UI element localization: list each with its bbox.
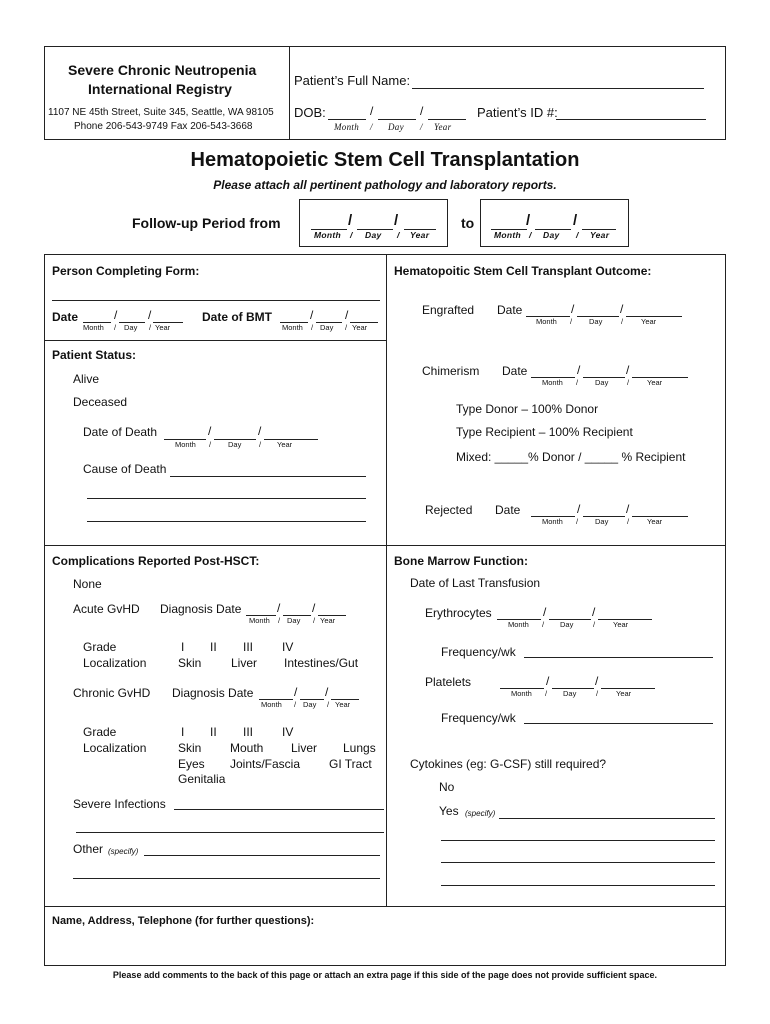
chronic-day-caption: Day	[303, 700, 317, 709]
cytokines-question: Cytokines (eg: G-CSF) still required?	[410, 757, 607, 771]
to-month-caption: Month	[494, 230, 521, 240]
org-name-line2: International Registry	[88, 81, 232, 97]
slash: /	[620, 302, 624, 316]
org-address: 1107 NE 45th Street, Suite 345, Seattle, WA 98105	[48, 107, 274, 118]
cause-of-death-line3[interactable]	[87, 521, 366, 522]
death-month-caption: Month	[175, 440, 196, 449]
slash: /	[208, 424, 212, 438]
dob-year-field[interactable]	[428, 119, 466, 120]
slash: /	[593, 620, 596, 629]
slash: /	[529, 230, 532, 240]
slash: /	[209, 440, 212, 449]
org-phone-fax: Phone 206-543-9749 Fax 206-543-3668	[74, 121, 253, 132]
acute-grade-iv[interactable]: IV	[282, 640, 294, 654]
last-transfusion-label: Date of Last Transfusion	[410, 576, 541, 590]
acute-site-skin[interactable]: Skin	[178, 656, 202, 670]
slash: /	[394, 212, 399, 229]
slash: /	[312, 601, 316, 615]
slash: /	[294, 685, 298, 699]
chronic-site-mouth[interactable]: Mouth	[230, 741, 264, 755]
bmt-day-caption: Day	[320, 323, 334, 332]
chronic-site-skin[interactable]: Skin	[178, 741, 202, 755]
to-day-caption: Day	[543, 230, 560, 240]
complication-none-option[interactable]: None	[73, 577, 102, 591]
rejected-day-caption: Day	[595, 517, 609, 526]
chronic-month-caption: Month	[261, 700, 282, 709]
erythrocytes-label: Erythrocytes	[425, 606, 492, 620]
slash: /	[576, 230, 579, 240]
chronic-site-genitalia[interactable]: Genitalia	[178, 772, 226, 786]
acute-site-gut[interactable]: Intestines/Gut	[284, 656, 359, 670]
from-year-caption: Year	[410, 230, 430, 240]
slash: /	[420, 122, 423, 132]
slash: /	[526, 212, 531, 229]
severe-infections-line2[interactable]	[76, 832, 384, 833]
slash: /	[595, 674, 599, 688]
dob-month-field[interactable]	[328, 119, 366, 120]
engrafted-year-caption: Year	[641, 317, 657, 326]
contact-info-label: Name, Address, Telephone (for further questions):	[52, 915, 315, 927]
mixed-option[interactable]: Mixed: _____% Donor / _____ % Recipient	[456, 450, 686, 464]
slash: /	[420, 104, 424, 118]
complications-label: Complications Reported Post-HSCT:	[52, 554, 260, 568]
slash: /	[310, 308, 314, 322]
acute-grade-iii[interactable]: III	[243, 640, 254, 654]
slash: /	[571, 302, 575, 316]
slash: /	[573, 212, 578, 229]
form-subtitle: Please attach all pertinent pathology and laboratory reports.	[213, 178, 557, 192]
contact-info-field[interactable]	[52, 932, 718, 962]
slash: /	[114, 323, 117, 332]
slash: /	[258, 424, 262, 438]
header-divider	[289, 46, 290, 140]
person-date-day-caption: Day	[124, 323, 138, 332]
death-day-caption: Day	[228, 440, 242, 449]
erythrocytes-day-caption: Day	[560, 620, 574, 629]
cause-of-death-label: Cause of Death	[83, 462, 167, 476]
slash: /	[259, 440, 262, 449]
acute-day-caption: Day	[287, 616, 301, 625]
engrafted-day-caption: Day	[589, 317, 603, 326]
slash: /	[370, 122, 373, 132]
chronic-site-liver[interactable]: Liver	[291, 741, 318, 755]
acute-grade-label: Grade	[83, 640, 117, 654]
other-label: Other	[73, 842, 104, 856]
cause-of-death-field[interactable]	[170, 476, 366, 477]
rejected-year-caption: Year	[647, 517, 663, 526]
slash: /	[626, 502, 630, 516]
slash: /	[576, 517, 579, 526]
row-divider-middle	[44, 545, 726, 546]
slash: /	[277, 601, 281, 615]
chronic-grade-i[interactable]: I	[181, 725, 185, 739]
cytokines-specify-hint: (specify)	[465, 809, 496, 818]
patient-status-label: Patient Status:	[52, 348, 137, 362]
cytokines-specify-field[interactable]	[499, 818, 715, 819]
acute-grade-ii[interactable]: II	[210, 640, 217, 654]
acute-month-caption: Month	[249, 616, 270, 625]
bmt-month-caption: Month	[282, 323, 303, 332]
slash: /	[577, 502, 581, 516]
date-of-death-label: Date of Death	[83, 425, 158, 439]
engrafted-option[interactable]: Engrafted	[422, 303, 475, 317]
status-deceased-option[interactable]: Deceased	[73, 395, 128, 409]
transplant-outcome-label: Hematopoitic Stem Cell Transplant Outcome:	[394, 264, 652, 278]
slash: /	[327, 700, 330, 709]
other-field[interactable]	[144, 855, 380, 856]
slash: /	[397, 230, 400, 240]
acute-localization-label: Localization	[83, 656, 147, 670]
person-date-year-caption: Year	[155, 323, 171, 332]
cytokines-no-option[interactable]: No	[439, 780, 455, 794]
erythrocytes-frequency-field[interactable]	[524, 657, 713, 658]
slash: /	[592, 605, 596, 619]
slash: /	[348, 212, 353, 229]
column-divider	[386, 254, 387, 906]
slash: /	[278, 616, 281, 625]
slash: /	[542, 620, 545, 629]
chronic-year-caption: Year	[335, 700, 351, 709]
chronic-localization-label: Localization	[83, 741, 147, 755]
slash: /	[576, 378, 579, 387]
patient-name-field[interactable]	[412, 88, 704, 89]
rejected-option[interactable]: Rejected	[425, 503, 473, 517]
slash: /	[596, 689, 599, 698]
chronic-grade-iv[interactable]: IV	[282, 725, 294, 739]
cytokines-specify-line2[interactable]	[441, 840, 715, 841]
person-completing-field[interactable]	[52, 300, 380, 301]
platelets-month-caption: Month	[511, 689, 532, 698]
chronic-site-gi[interactable]: GI Tract	[329, 757, 372, 771]
patient-name-label: Patient’s Full Name:	[294, 73, 411, 88]
erythrocytes-frequency-label: Frequency/wk	[441, 645, 516, 659]
slash: /	[570, 317, 573, 326]
acute-year-caption: Year	[320, 616, 336, 625]
platelets-day-caption: Day	[563, 689, 577, 698]
severe-infections-field[interactable]	[174, 809, 384, 810]
patient-id-label: Patient’s ID #:	[477, 105, 558, 120]
chimerism-month-caption: Month	[542, 378, 563, 387]
patient-id-field[interactable]	[556, 119, 706, 120]
chimerism-year-caption: Year	[647, 378, 663, 387]
chronic-site-lungs[interactable]: Lungs	[343, 741, 376, 755]
chimerism-day-caption: Day	[595, 378, 609, 387]
platelets-frequency-field[interactable]	[524, 723, 713, 724]
chronic-site-eyes[interactable]: Eyes	[178, 757, 205, 771]
row-divider-person	[44, 340, 386, 341]
other-line2[interactable]	[73, 878, 380, 879]
person-completing-label: Person Completing Form:	[52, 264, 200, 278]
platelets-frequency-label: Frequency/wk	[441, 711, 516, 725]
slash: /	[311, 323, 314, 332]
chronic-grade-ii[interactable]: II	[210, 725, 217, 739]
rejected-month-caption: Month	[542, 517, 563, 526]
slash: /	[350, 230, 353, 240]
bmt-year-caption: Year	[352, 323, 368, 332]
status-alive-option[interactable]: Alive	[73, 372, 100, 386]
slash: /	[621, 317, 624, 326]
marrow-function-label: Bone Marrow Function:	[394, 554, 528, 568]
dob-month-caption: Month	[334, 122, 359, 132]
severe-infections-label: Severe Infections	[73, 797, 166, 811]
acute-grade-i[interactable]: I	[181, 640, 185, 654]
chimerism-date-label: Date	[502, 364, 528, 378]
type-recipient-option[interactable]: Type Recipient – 100% Recipient	[456, 425, 633, 439]
engrafted-month-caption: Month	[536, 317, 557, 326]
erythrocytes-year-caption: Year	[613, 620, 629, 629]
engrafted-date-label: Date	[497, 303, 523, 317]
other-specify-hint: (specify)	[108, 847, 139, 856]
form-title: Hematopoietic Stem Cell Transplantation	[190, 149, 580, 171]
slash: /	[345, 323, 348, 332]
type-donor-option[interactable]: Type Donor – 100% Donor	[456, 402, 599, 416]
erythrocytes-month-caption: Month	[508, 620, 529, 629]
slash: /	[325, 685, 329, 699]
slash: /	[370, 104, 374, 118]
slash: /	[577, 363, 581, 377]
slash: /	[345, 308, 349, 322]
slash: /	[543, 605, 547, 619]
cytokines-specify-line3[interactable]	[441, 862, 715, 863]
followup-to-label: to	[461, 215, 475, 231]
slash: /	[626, 363, 630, 377]
dob-day-field[interactable]	[378, 119, 416, 120]
bmt-date-label: Date of BMT	[202, 310, 272, 324]
from-day-caption: Day	[365, 230, 382, 240]
chronic-site-joints[interactable]: Joints/Fascia	[230, 757, 301, 771]
chronic-grade-label: Grade	[83, 725, 117, 739]
platelets-label: Platelets	[425, 675, 472, 689]
from-month-caption: Month	[314, 230, 341, 240]
slash: /	[627, 378, 630, 387]
slash: /	[294, 700, 297, 709]
dob-label: DOB:	[294, 105, 326, 120]
slash: /	[313, 616, 316, 625]
org-name-line1: Severe Chronic Neutropenia	[68, 62, 257, 78]
person-date-label: Date	[52, 310, 79, 324]
cytokines-yes-option[interactable]: Yes	[439, 804, 459, 818]
acute-site-liver[interactable]: Liver	[231, 656, 258, 670]
platelets-year-caption: Year	[616, 689, 632, 698]
cytokines-specify-line4[interactable]	[441, 885, 715, 886]
death-year-caption: Year	[277, 440, 293, 449]
chronic-gvhd-option[interactable]: Chronic GvHD	[73, 686, 151, 700]
person-date-month-caption: Month	[83, 323, 104, 332]
row-divider-bottom	[44, 906, 726, 907]
main-form-box	[44, 254, 726, 966]
followup-label: Follow-up Period from	[132, 215, 281, 231]
acute-diagnosis-date-label: Diagnosis Date	[160, 602, 242, 616]
chronic-grade-iii[interactable]: III	[243, 725, 254, 739]
cause-of-death-line2[interactable]	[87, 498, 366, 499]
footer-note: Please add comments to the back of this page or attach an extra page if this side of the page does not provide sufficient space.	[112, 970, 658, 980]
to-year-caption: Year	[590, 230, 610, 240]
dob-day-caption: Day	[388, 122, 404, 132]
chimerism-option[interactable]: Chimerism	[422, 364, 480, 378]
rejected-date-label: Date	[495, 503, 521, 517]
slash: /	[114, 308, 118, 322]
slash: /	[149, 323, 152, 332]
chronic-diagnosis-date-label: Diagnosis Date	[172, 686, 254, 700]
dob-year-caption: Year	[434, 122, 452, 132]
slash: /	[148, 308, 152, 322]
slash: /	[627, 517, 630, 526]
slash: /	[545, 689, 548, 698]
acute-gvhd-option[interactable]: Acute GvHD	[73, 602, 140, 616]
slash: /	[546, 674, 550, 688]
